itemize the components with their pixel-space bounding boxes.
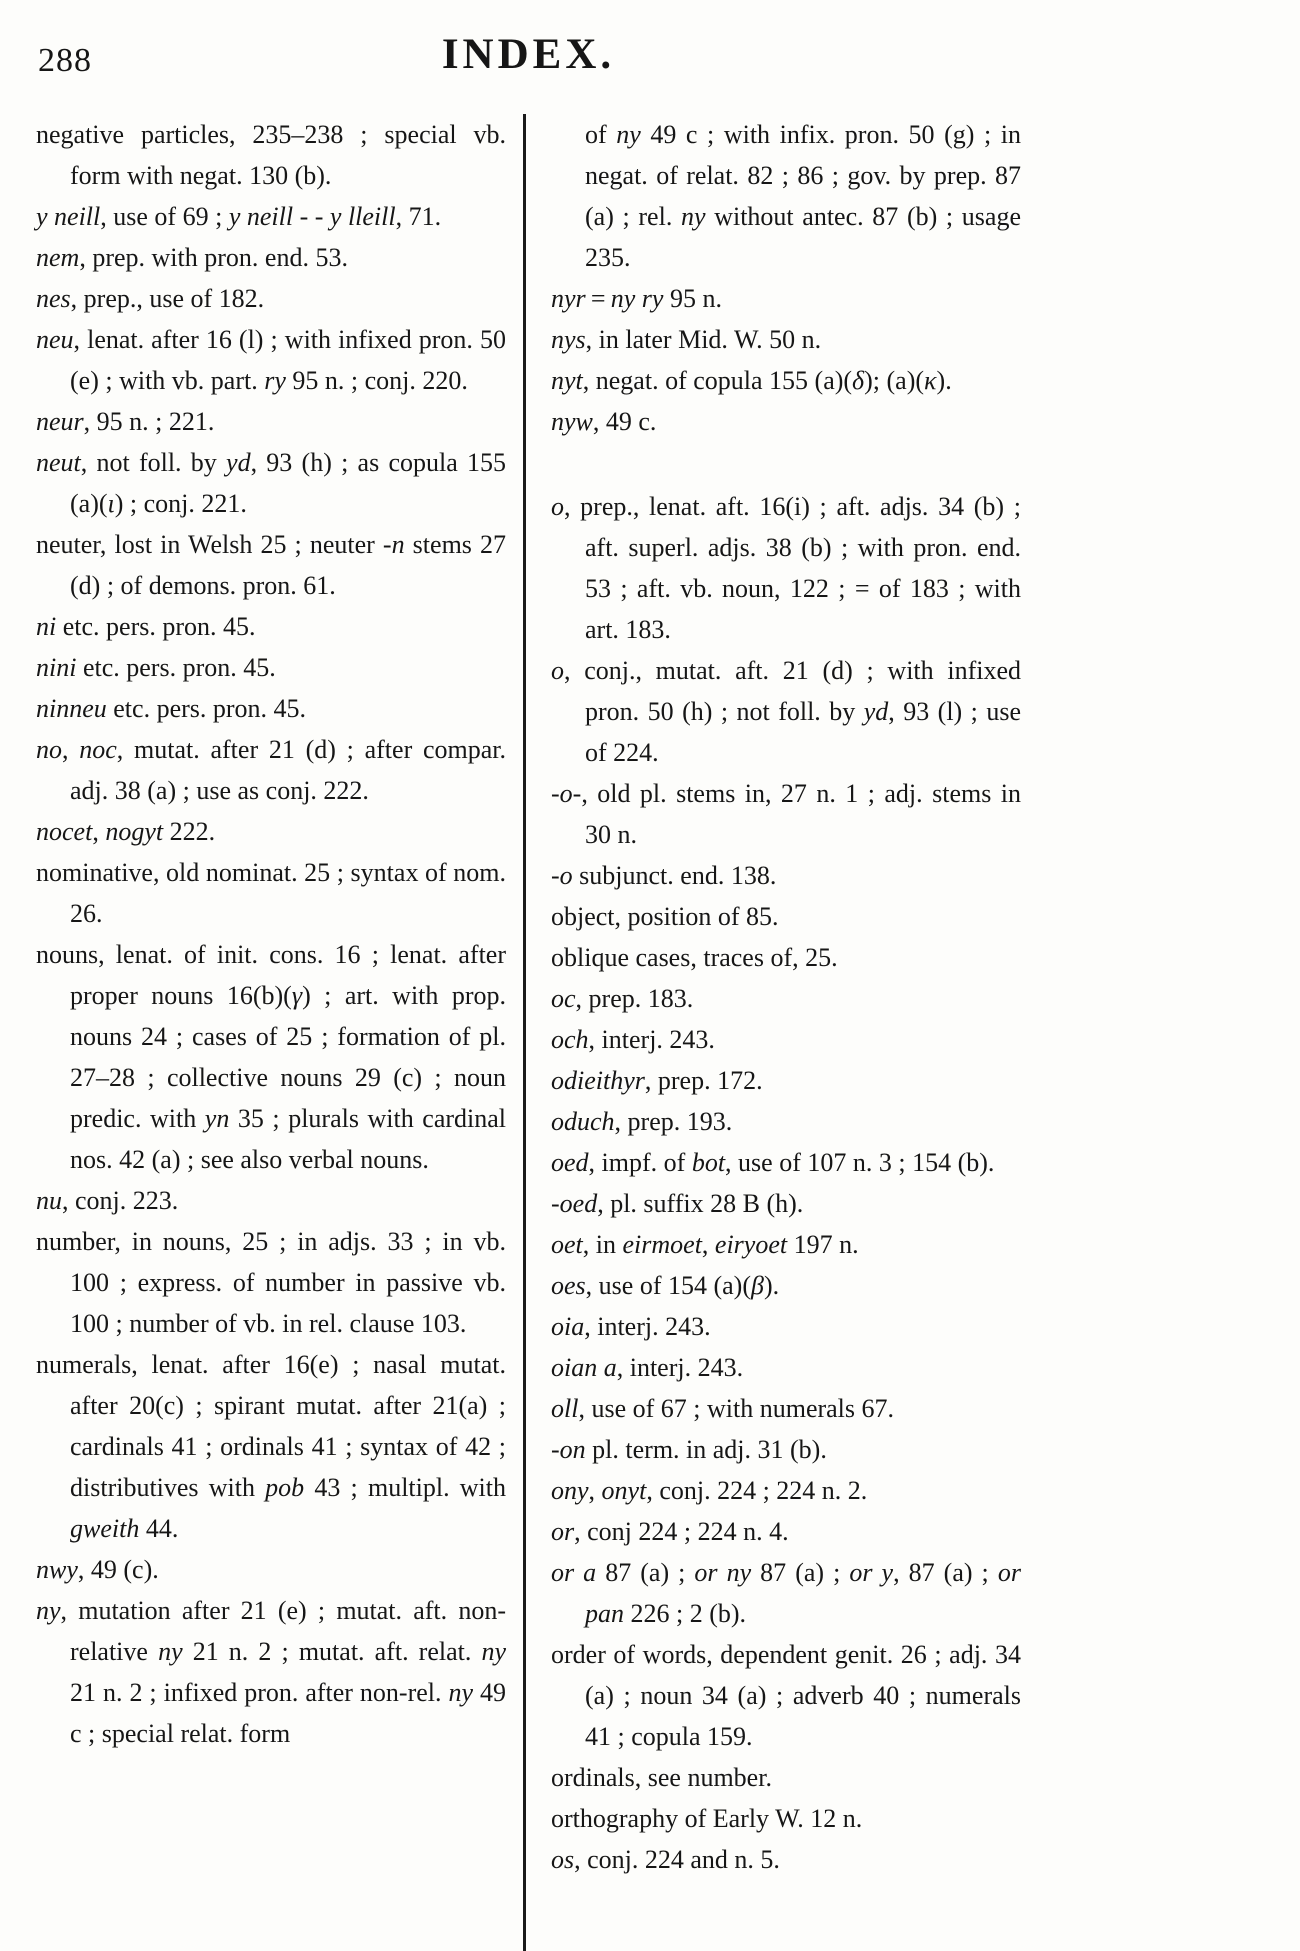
index-entry: oia, interj. 243.: [551, 1312, 711, 1341]
index-entry: nyr = ny ry 95 n.: [551, 284, 722, 313]
index-entry: ny, mutation after 21 (e) ; mutat. aft. non-relative ny 21 n. 2 ; mutat. aft. relat. ny 21 n. 2 ; infixed pron. after non-rel. ny 49 c ; special relat. form: [36, 1596, 507, 1748]
index-entry: or, conj 224 ; 224 n. 4.: [551, 1517, 789, 1546]
index-entry: o, prep., lenat. aft. 16(i) ; aft. adjs. 34 (b) ; aft. superl. adjs. 38 (b) ; with pron. end. 53 ; aft. vb. noun, 122 ; = of 183 ; with art. 183.: [551, 492, 1021, 644]
index-entry: oed, impf. of bot, use of 107 n. 3 ; 154 (b).: [551, 1148, 995, 1177]
index-entry: neu, lenat. after 16 (l) ; with infixed pron. 50 (e) ; with vb. part. ry 95 n. ; conj. 220.: [36, 325, 506, 395]
index-entry: number, in nouns, 25 ; in adjs. 33 ; in vb. 100 ; express. of number in passive vb. 100 ; number of vb. in rel. clause 103.: [36, 1227, 506, 1338]
index-entry: y neill, use of 69 ; y neill - - y lleill, 71.: [36, 202, 442, 231]
index-entry: -o subjunct. end. 138.: [551, 861, 777, 890]
index-entry: neut, not foll. by yd, 93 (h) ; as copula 155 (a)(ι) ; conj. 221.: [36, 448, 506, 518]
index-entry: numerals, lenat. after 16(e) ; nasal mutat. after 20(c) ; spirant mutat. after 21(a) ; cardinals 41 ; ordinals 41 ; syntax of 42 ; distributives with pob 43 ; multipl. with gweith 44.: [36, 1350, 506, 1543]
index-entry: os, conj. 224 and n. 5.: [551, 1845, 780, 1874]
index-entry: nouns, lenat. of init. cons. 16 ; lenat. after proper nouns 16(b)(γ) ; art. with prop. nouns 24 ; cases of 25 ; formation of pl. 27–28 ; collective nouns 29 (c) ; noun predic. with yn 35 ; plurals with cardinal nos. 42 (a) ; see also verbal nouns.: [36, 940, 507, 1174]
index-entry: no, noc, mutat. after 21 (d) ; after compar. adj. 38 (a) ; use as conj. 222.: [36, 735, 506, 805]
index-entry: neur, 95 n. ; 221.: [36, 407, 215, 436]
index-entry: oblique cases, traces of, 25.: [551, 943, 838, 972]
index-entry: object, position of 85.: [551, 902, 779, 931]
index-columns: [36, 114, 1300, 1951]
index-entry: neuter, lost in Welsh 25 ; neuter -n stems 27 (d) ; of demons. pron. 61.: [36, 530, 507, 600]
index-entry: oian a, interj. 243.: [551, 1353, 744, 1382]
index-entry: ordinals, see number.: [551, 1763, 772, 1792]
index-entry: nocet, nogyt 222.: [36, 817, 216, 846]
index-entry: orthography of Early W. 12 n.: [551, 1804, 863, 1833]
index-entry: o, conj., mutat. aft. 21 (d) ; with infixed pron. 50 (h) ; not foll. by yd, 93 (l) ; use of 224.: [551, 656, 1022, 767]
page-number: 288: [38, 42, 92, 79]
index-entry: oes, use of 154 (a)(β).: [551, 1271, 780, 1300]
index-entry: nu, conj. 223.: [36, 1186, 179, 1215]
index-entry: och, interj. 243.: [551, 1025, 715, 1054]
index-entry: oll, use of 67 ; with numerals 67.: [551, 1394, 895, 1423]
index-entry: nwy, 49 (c).: [36, 1555, 159, 1584]
index-entry: ni etc. pers. pron. 45.: [36, 612, 256, 641]
index-entry: nes, prep., use of 182.: [36, 284, 265, 313]
index-entry: nyw, 49 c.: [551, 407, 657, 436]
index-entry: oc, prep. 183.: [551, 984, 694, 1013]
index-entry: negative particles, 235–238 ; special vb. form with negat. 130 (b).: [36, 120, 506, 190]
right-column: [551, 114, 1021, 1951]
index-entry: of ny 49 c ; with infix. pron. 50 (g) ; in negat. of relat. 82 ; 86 ; gov. by prep. 87 (a) ; rel. ny without antec. 87 (b) ; usage 235.: [585, 120, 1021, 272]
column-divider-rule: [523, 114, 526, 1951]
index-entry: ony, onyt, conj. 224 ; 224 n. 2.: [551, 1476, 868, 1505]
index-entry: ninneu etc. pers. pron. 45.: [36, 694, 307, 723]
index-entry: -oed, pl. suffix 28 B (h).: [551, 1189, 804, 1218]
index-entry: nem, prep. with pron. end. 53.: [36, 243, 348, 272]
index-entry: -o-, old pl. stems in, 27 n. 1 ; adj. stems in 30 n.: [551, 779, 1021, 849]
index-entry: nini etc. pers. pron. 45.: [36, 653, 276, 682]
index-entry: oduch, prep. 193.: [551, 1107, 733, 1136]
index-entry: order of words, dependent genit. 26 ; adj. 34 (a) ; noun 34 (a) ; adverb 40 ; numerals 41 ; copula 159.: [551, 1640, 1021, 1751]
index-entry: nys, in later Mid. W. 50 n.: [551, 325, 822, 354]
index-entry: odieithyr, prep. 172.: [551, 1066, 763, 1095]
index-entry: -on pl. term. in adj. 31 (b).: [551, 1435, 827, 1464]
index-entry: oet, in eirmoet, eiryoet 197 n.: [551, 1230, 859, 1259]
index-entry: or a 87 (a) ; or ny 87 (a) ; or y, 87 (a) ; or pan 226 ; 2 (b).: [551, 1558, 1021, 1628]
page-header: [36, 28, 1021, 102]
page-title: INDEX.: [441, 31, 616, 78]
left-column: [36, 114, 506, 1951]
index-entry: nominative, old nominat. 25 ; syntax of nom. 26.: [36, 858, 506, 928]
index-entry: nyt, negat. of copula 155 (a)(δ); (a)(κ).: [551, 366, 952, 395]
